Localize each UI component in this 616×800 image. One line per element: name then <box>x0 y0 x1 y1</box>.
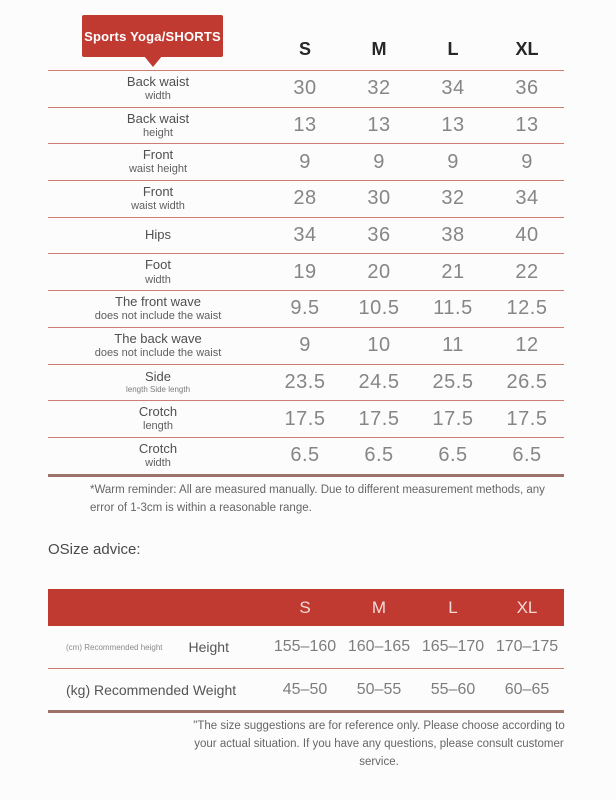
row-label-line1: Crotch <box>138 404 178 420</box>
table-row <box>48 143 564 180</box>
row-label-line2: width <box>145 90 171 103</box>
measurement-value-cell: 10.5 <box>358 297 400 320</box>
measurement-value-cell: 32 <box>367 77 391 100</box>
row-label-cell <box>48 669 268 710</box>
table-row <box>48 400 564 437</box>
row-label-cell <box>48 626 268 668</box>
measurement-value-cell: 11 <box>442 334 464 357</box>
size-column-header: M <box>371 597 387 617</box>
advice-value-cell: 60–65 <box>504 680 550 698</box>
row-label-line2: length <box>143 420 173 433</box>
measurement-value-cell: 22 <box>515 260 539 283</box>
measurement-value-cell: 21 <box>441 260 465 283</box>
measurement-value-cell: 36 <box>367 224 391 247</box>
row-label-line1: Back waist <box>126 73 190 89</box>
row-label-line2: length Side length <box>125 385 191 395</box>
row-label-cell <box>48 438 268 474</box>
size-column-header: XL <box>515 38 539 59</box>
measurement-value-cell: 6.5 <box>512 444 542 467</box>
measurement-value-cell: 9 <box>447 150 459 173</box>
measurement-value-cell: 25.5 <box>432 370 474 393</box>
measurement-value-cell: 23.5 <box>284 370 326 393</box>
row-label-cell <box>48 401 268 437</box>
table-row <box>48 107 564 144</box>
measurement-value-cell: 17.5 <box>432 407 474 430</box>
measurement-value-cell: 13 <box>367 114 391 137</box>
size-advice-table-body <box>48 626 564 713</box>
measurement-value-cell: 9 <box>373 150 385 173</box>
row-label-line2: does not include the waist <box>94 346 222 359</box>
measurement-value-cell: 28 <box>293 187 317 210</box>
row-label-main: Height <box>188 639 229 655</box>
row-label-cell <box>48 218 268 254</box>
advice-value-cell: 170–175 <box>495 638 559 655</box>
row-label-cell <box>48 254 268 290</box>
measurement-value-cell: 30 <box>293 77 317 100</box>
row-label-line1: Crotch <box>138 440 178 456</box>
measurement-table <box>48 28 564 477</box>
table-row <box>48 180 564 217</box>
row-label-small: (cm) Recommended height <box>66 642 163 652</box>
measurement-table-body <box>48 70 564 477</box>
measurement-value-cell: 13 <box>515 114 539 137</box>
size-suggestion-note: "The size suggestions are for reference only. Please choose according to your actual situation. If you have any questions, please consult customer service. <box>193 720 565 768</box>
size-column-header: M <box>371 38 387 59</box>
size-advice-heading: OSize advice: <box>48 541 141 558</box>
measurement-value-cell: 9 <box>521 150 533 173</box>
measurement-value-cell: 11.5 <box>433 297 473 320</box>
size-column-header: S <box>299 597 311 617</box>
measurement-value-cell: 24.5 <box>358 370 400 393</box>
measurement-value-cell: 34 <box>515 187 539 210</box>
measurement-value-cell: 19 <box>293 260 317 283</box>
row-label-cell <box>48 328 268 364</box>
row-label-line1: Back waist <box>126 110 190 126</box>
size-column-header: L <box>447 38 459 59</box>
measurement-value-cell: 12 <box>515 334 539 357</box>
table-row <box>48 290 564 327</box>
row-label-line1: Hips <box>144 227 171 243</box>
row-label-cell <box>48 181 268 217</box>
size-column-header: L <box>448 597 458 617</box>
row-label-main: (kg) Recommended Weight <box>66 681 237 698</box>
table-row <box>48 437 564 474</box>
row-label-line2: width <box>145 456 171 469</box>
measurement-value-cell: 40 <box>515 224 539 247</box>
row-label-cell <box>48 365 268 401</box>
row-label-line1: Front <box>142 147 174 163</box>
measurement-value-cell: 13 <box>441 114 465 137</box>
table-row <box>48 364 564 401</box>
row-label-line1: Side <box>144 369 172 385</box>
measurement-value-cell: 17.5 <box>284 407 326 430</box>
row-label-line1: Front <box>142 183 174 199</box>
advice-value-cell: 155–160 <box>273 638 337 655</box>
size-column-header: S <box>298 38 311 59</box>
measurement-value-cell: 34 <box>441 77 465 100</box>
measurement-value-cell: 6.5 <box>364 444 394 467</box>
row-label-line1: The front wave <box>115 293 201 309</box>
row-label-cell <box>48 144 268 180</box>
table-row <box>48 253 564 290</box>
measurement-value-cell: 34 <box>293 224 317 247</box>
table-row <box>48 327 564 364</box>
measurement-value-cell: 20 <box>367 260 391 283</box>
table-row <box>48 70 564 107</box>
measurement-value-cell: 6.5 <box>290 444 320 467</box>
measurement-value-cell: 36 <box>515 77 539 100</box>
warm-reminder-note: *Warm reminder: All are measured manually. Due to different measurement methods, any error of 1-3cm is within a reasonable range. <box>90 484 545 514</box>
measurement-value-cell: 26.5 <box>506 370 548 393</box>
size-advice-table <box>48 589 564 713</box>
measurement-value-cell: 9 <box>299 150 311 173</box>
measurement-table-header-row <box>48 28 564 70</box>
measurement-value-cell: 12.5 <box>506 297 548 320</box>
row-label-line2: width <box>145 273 171 286</box>
measurement-value-cell: 9.5 <box>290 297 320 320</box>
row-label-cell <box>48 71 268 107</box>
measurement-value-cell: 17.5 <box>506 407 548 430</box>
measurement-value-cell: 38 <box>441 224 465 247</box>
measurement-value-cell: 32 <box>441 187 465 210</box>
measurement-value-cell: 13 <box>293 114 317 137</box>
measurement-value-cell: 9 <box>299 334 311 357</box>
size-column-header: XL <box>516 597 538 617</box>
row-label-line1: Foot <box>144 257 171 273</box>
table-row <box>48 668 564 710</box>
table-row <box>48 626 564 668</box>
row-label-line1: The back wave <box>114 330 202 346</box>
advice-value-cell: 55–60 <box>430 680 476 698</box>
size-advice-header-row <box>48 589 564 626</box>
row-label-line2: waist height <box>128 163 188 176</box>
measurement-value-cell: 17.5 <box>358 407 400 430</box>
measurement-value-cell: 6.5 <box>438 444 468 467</box>
advice-value-cell: 50–55 <box>356 680 402 698</box>
product-badge-label: Sports Yoga/SHORTS <box>84 28 221 44</box>
advice-value-cell: 45–50 <box>282 680 328 698</box>
advice-value-cell: 165–170 <box>421 638 485 655</box>
measurement-value-cell: 10 <box>367 334 391 357</box>
row-label-line2: does not include the waist <box>94 310 222 323</box>
row-label-cell <box>48 108 268 144</box>
table-row <box>48 217 564 254</box>
measurement-value-cell: 30 <box>367 187 391 210</box>
row-label-line2: waist width <box>131 200 185 213</box>
row-label-cell <box>48 291 268 327</box>
advice-value-cell: 160–165 <box>347 638 411 655</box>
row-label-line2: height <box>143 126 173 139</box>
